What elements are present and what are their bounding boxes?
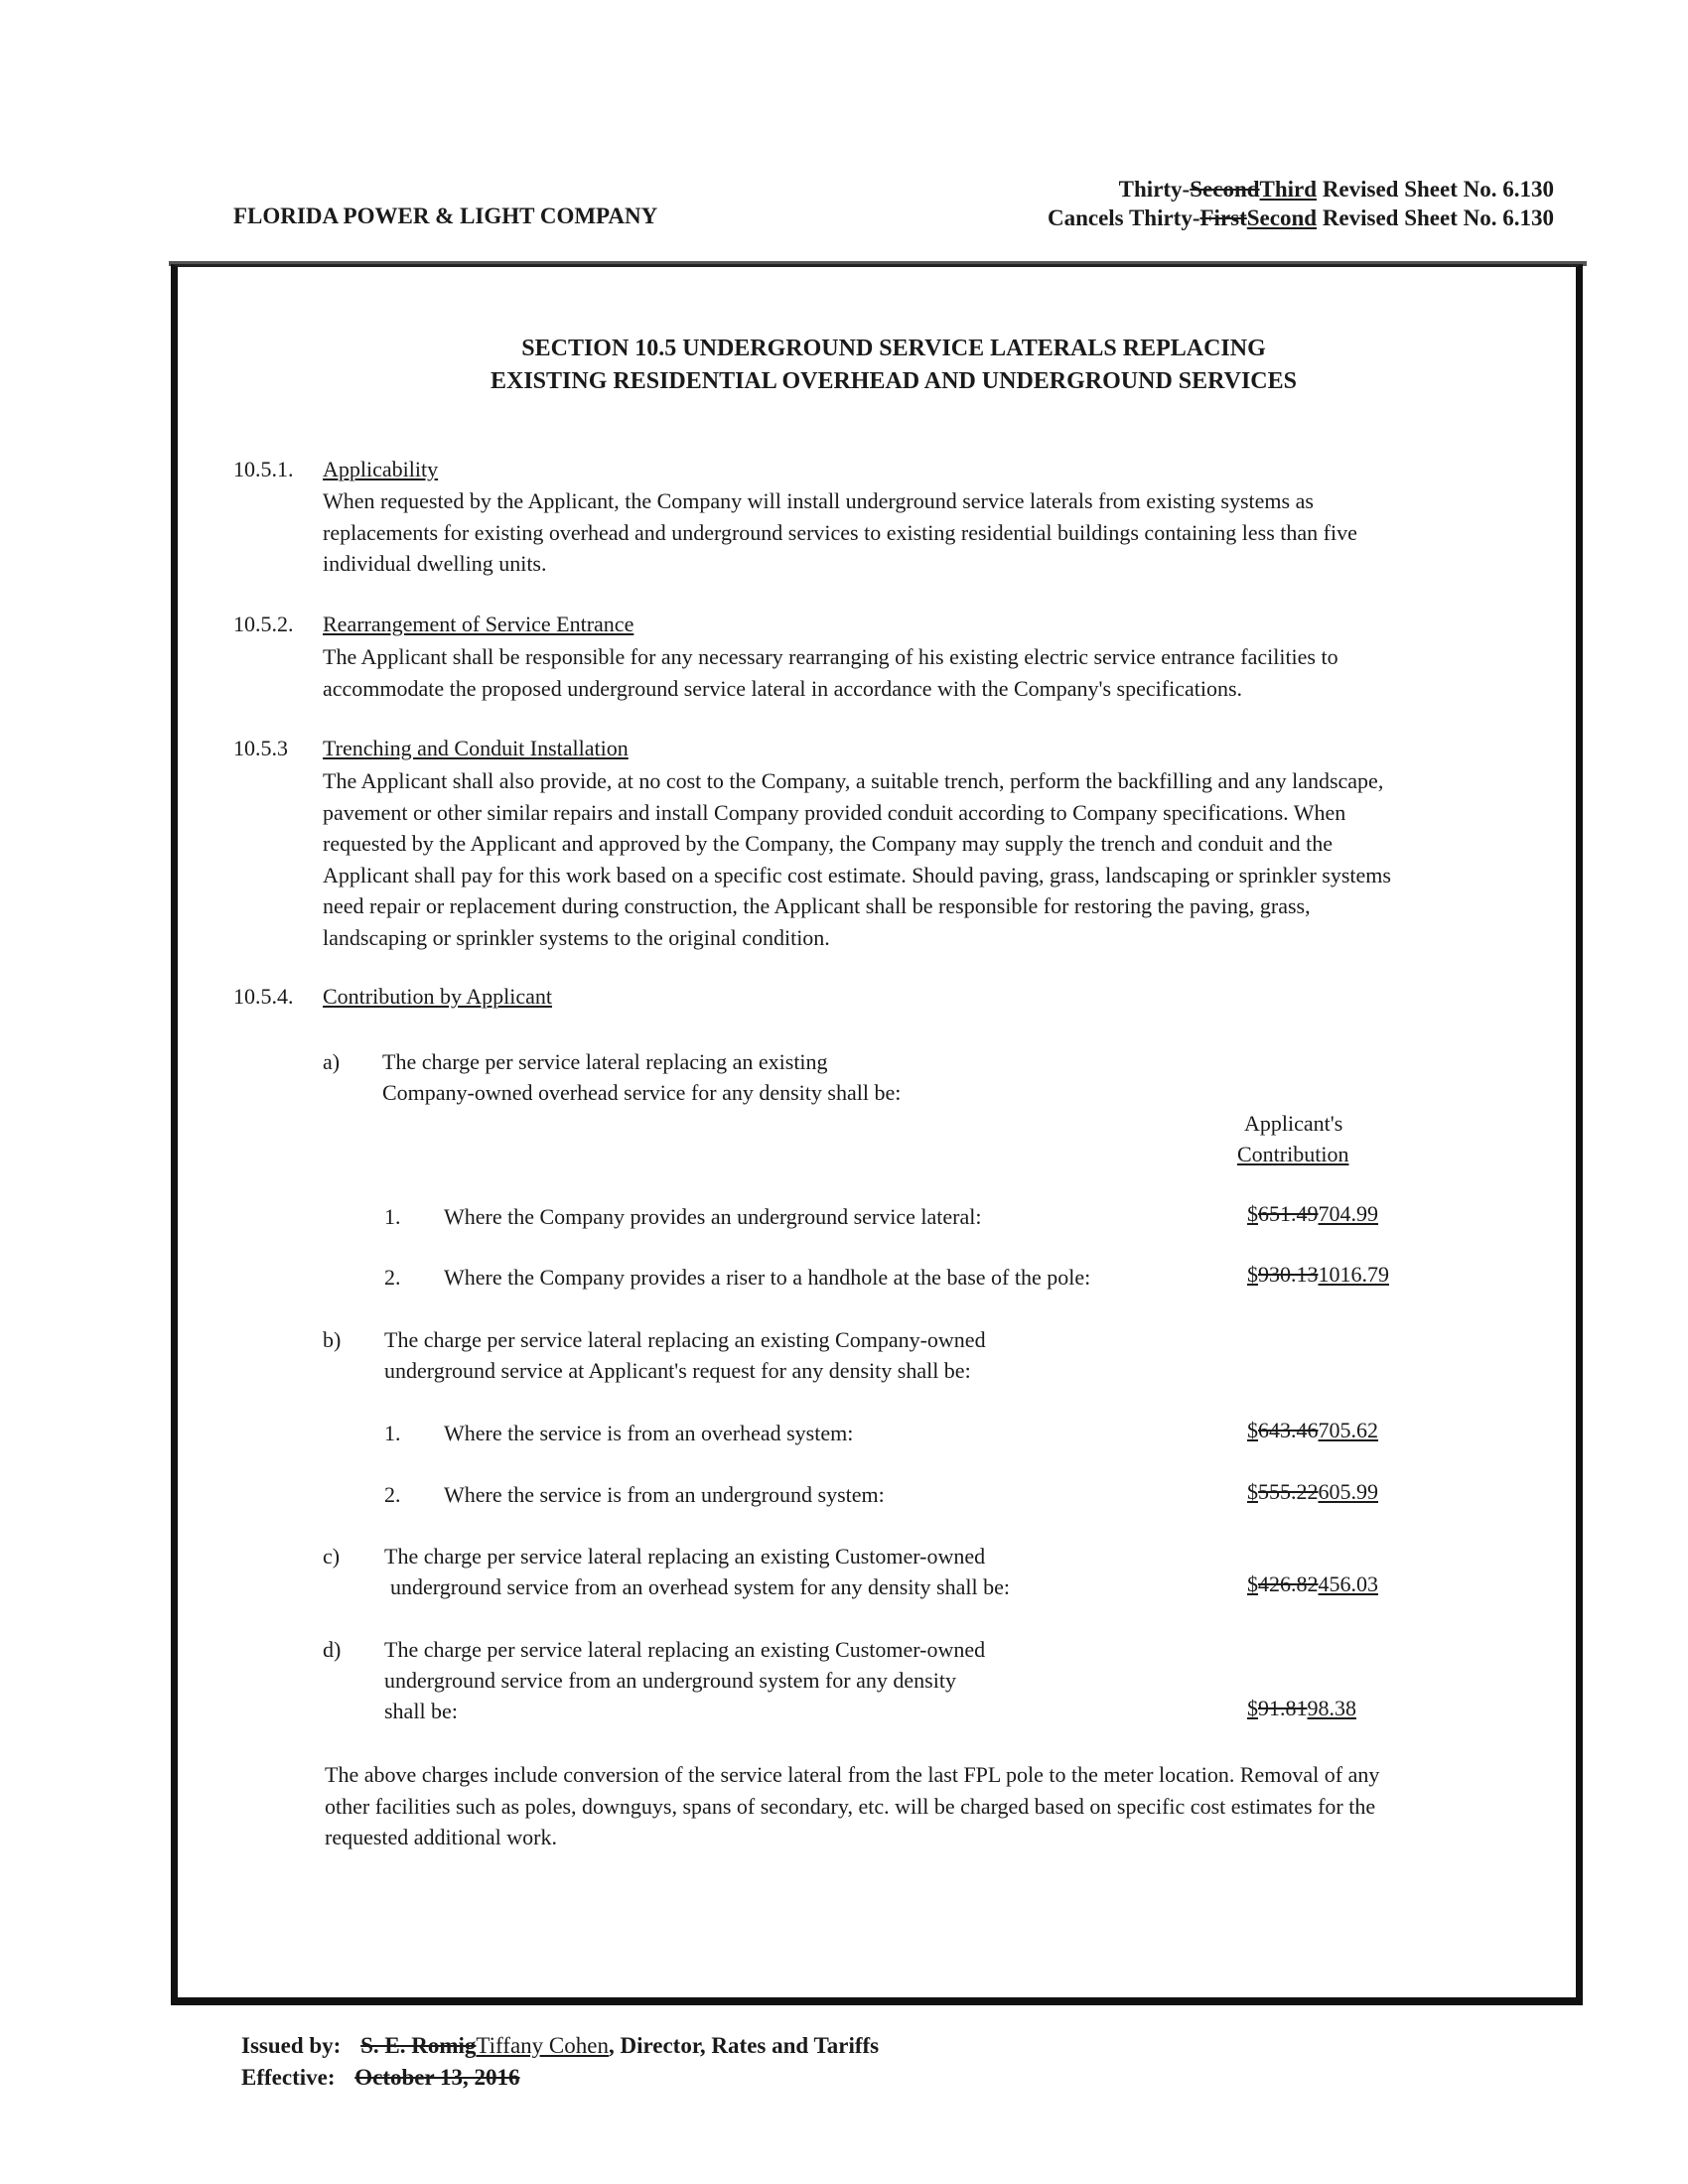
sheet-line2-inserted: Second bbox=[1246, 205, 1318, 230]
text-line: individual dwelling units. bbox=[323, 551, 547, 576]
amount-b1 bbox=[1247, 1418, 1378, 1443]
applicability-paragraph bbox=[323, 485, 1554, 580]
text-line: requested additional work. bbox=[325, 1825, 557, 1849]
new-amount: 705.62 bbox=[1318, 1418, 1378, 1442]
sheet-line2-deleted: First bbox=[1199, 205, 1247, 230]
old-amount: 643.46 bbox=[1258, 1418, 1319, 1442]
list-item-text: Where the Company provides an underground service lateral: bbox=[444, 1204, 982, 1229]
text-line: need repair or replacement during construction, the Applicant shall be responsible for restoring the paving, grass, bbox=[323, 893, 1311, 918]
amount-a2 bbox=[1247, 1262, 1389, 1288]
new-amount: 98.38 bbox=[1307, 1696, 1356, 1720]
sheet-line2-suffix: Revised Sheet No. 6.130 bbox=[1317, 205, 1554, 230]
sheet-number-line bbox=[1119, 175, 1554, 204]
text-line: When requested by the Applicant, the Company will install underground service laterals from existing systems as bbox=[323, 488, 1314, 513]
text-line: shall be: bbox=[384, 1699, 458, 1723]
amount-d bbox=[1247, 1696, 1356, 1721]
text-line: The charge per service lateral replacing an existing Customer-owned bbox=[384, 1544, 986, 1569]
section-title-line1: SECTION 10.5 UNDERGROUND SERVICE LATERALS REPLACING bbox=[521, 336, 1266, 361]
text-line: The Applicant shall also provide, at no cost to the Company, a suitable trench, perform the backfilling and any landscape, bbox=[323, 768, 1384, 793]
text-line: underground service from an underground system for any density bbox=[384, 1668, 956, 1693]
sheet-line1-deleted: Second bbox=[1190, 177, 1260, 202]
list-item-number: 2. bbox=[384, 1265, 401, 1290]
list-item-number: 1. bbox=[384, 1421, 401, 1445]
item-a-text bbox=[382, 1046, 901, 1108]
amount-a1 bbox=[1247, 1201, 1378, 1227]
new-amount: 704.99 bbox=[1318, 1201, 1378, 1226]
new-amount: 1016.79 bbox=[1318, 1262, 1389, 1287]
text-line: requested by the Applicant and approved by the Company, the Company may supply the trench and conduit and the bbox=[323, 831, 1334, 856]
effective-line bbox=[241, 2065, 520, 2091]
issuer-title: , Director, Rates and Tariffs bbox=[608, 2033, 880, 2058]
list-item-number: 1. bbox=[384, 1204, 401, 1229]
sheet-line1-suffix: Revised Sheet No. 6.130 bbox=[1317, 177, 1554, 202]
item-label: d) bbox=[323, 1637, 342, 1662]
item-d-text bbox=[384, 1634, 985, 1726]
text-line: replacements for existing overhead and underground services to existing residential buildings containing less than five bbox=[323, 519, 1357, 545]
item-c-text bbox=[384, 1541, 1010, 1602]
section-title-line2: EXISTING RESIDENTIAL OVERHEAD AND UNDERGROUND SERVICES bbox=[491, 368, 1297, 394]
text-line: other facilities such as poles, downguys, spans of secondary, etc. will be charged based on specific cost estimates for the bbox=[325, 1793, 1376, 1819]
sheet-line2-prefix: Cancels Thirty- bbox=[1047, 205, 1200, 230]
old-amount: 555.22 bbox=[1258, 1479, 1319, 1504]
company-name: FLORIDA POWER & LIGHT COMPANY bbox=[233, 204, 658, 228]
text-line: underground service from an overhead system for any density shall be: bbox=[390, 1574, 1010, 1599]
issued-by-line bbox=[241, 2033, 879, 2059]
subsection-heading: Contribution by Applicant bbox=[323, 984, 552, 1009]
sheet-line1-inserted: Third bbox=[1259, 177, 1318, 202]
text-line: Company-owned overhead service for any density shall be: bbox=[382, 1080, 902, 1105]
effective-label: Effective: bbox=[241, 2065, 336, 2090]
subsection-number: 10.5.3 bbox=[233, 736, 288, 760]
text-line: The charge per service lateral replacing an existing bbox=[382, 1049, 828, 1074]
subsection-number: 10.5.2. bbox=[233, 612, 294, 636]
charges-note-paragraph bbox=[325, 1759, 1556, 1853]
sheet-line1-prefix: Thirty- bbox=[1118, 177, 1191, 202]
subsection-number: 10.5.4. bbox=[233, 984, 294, 1009]
cancels-sheet-line bbox=[1048, 204, 1554, 232]
issued-by-deleted: S. E. Romig bbox=[360, 2033, 477, 2058]
list-item-text: Where the service is from an underground system: bbox=[444, 1482, 885, 1507]
list-item-number: 2. bbox=[384, 1482, 401, 1507]
item-label: c) bbox=[323, 1544, 341, 1569]
old-amount: 91.81 bbox=[1258, 1696, 1308, 1720]
list-item-text: Where the service is from an overhead system: bbox=[444, 1421, 854, 1445]
rearrangement-paragraph bbox=[323, 641, 1554, 704]
issued-by-inserted: Tiffany Cohen bbox=[476, 2033, 609, 2058]
currency: $ bbox=[1247, 1262, 1258, 1287]
old-amount: 930.13 bbox=[1258, 1262, 1319, 1287]
text-line: accommodate the proposed underground service lateral in accordance with the Company's specifications. bbox=[323, 675, 1243, 701]
subsection-heading: Rearrangement of Service Entrance bbox=[323, 612, 634, 636]
new-amount: 605.99 bbox=[1318, 1479, 1378, 1504]
subsection-heading: Applicability bbox=[323, 457, 439, 481]
list-item-text: Where the Company provides a riser to a handhole at the base of the pole: bbox=[444, 1265, 1091, 1290]
issued-by-label: Issued by: bbox=[241, 2033, 342, 2058]
effective-date-deleted: October 13, 2016 bbox=[354, 2065, 520, 2090]
currency: $ bbox=[1247, 1201, 1258, 1226]
text-line: The charge per service lateral replacing an existing Company-owned bbox=[384, 1327, 986, 1352]
trenching-paragraph bbox=[323, 765, 1554, 953]
text-line: The Applicant shall be responsible for any necessary rearranging of his existing electric service entrance facilities to bbox=[323, 644, 1338, 669]
column-header-line2: Contribution bbox=[1237, 1142, 1349, 1166]
text-line: landscaping or sprinkler systems to the original condition. bbox=[323, 924, 830, 950]
section-title bbox=[199, 333, 1589, 398]
subsection-number: 10.5.1. bbox=[233, 457, 294, 481]
subsection-heading: Trenching and Conduit Installation bbox=[323, 736, 629, 760]
amount-c bbox=[1247, 1571, 1378, 1597]
contribution-column-header bbox=[1237, 1108, 1348, 1169]
text-line: The charge per service lateral replacing an existing Customer-owned bbox=[384, 1637, 986, 1662]
new-amount: 456.03 bbox=[1318, 1571, 1378, 1596]
old-amount: 426.82 bbox=[1258, 1571, 1319, 1596]
text-line: underground service at Applicant's request for any density shall be: bbox=[384, 1358, 971, 1383]
currency: $ bbox=[1247, 1479, 1258, 1504]
currency: $ bbox=[1247, 1418, 1258, 1442]
text-line: Applicant shall pay for this work based on a specific cost estimate. Should paving, grass, landscaping or sprinkler systems bbox=[323, 862, 1391, 887]
item-b-text bbox=[384, 1324, 986, 1386]
currency: $ bbox=[1247, 1696, 1258, 1720]
item-label: b) bbox=[323, 1327, 342, 1352]
currency: $ bbox=[1247, 1571, 1258, 1596]
text-line: The above charges include conversion of the service lateral from the last FPL pole to the meter location. Removal of any bbox=[325, 1762, 1380, 1787]
item-label: a) bbox=[323, 1049, 341, 1074]
amount-b2 bbox=[1247, 1479, 1378, 1505]
text-line: pavement or other similar repairs and install Company provided conduit according to Company specifications. When bbox=[323, 799, 1346, 825]
column-header-line1: Applicant's bbox=[1244, 1111, 1343, 1136]
old-amount: 651.49 bbox=[1258, 1201, 1319, 1226]
